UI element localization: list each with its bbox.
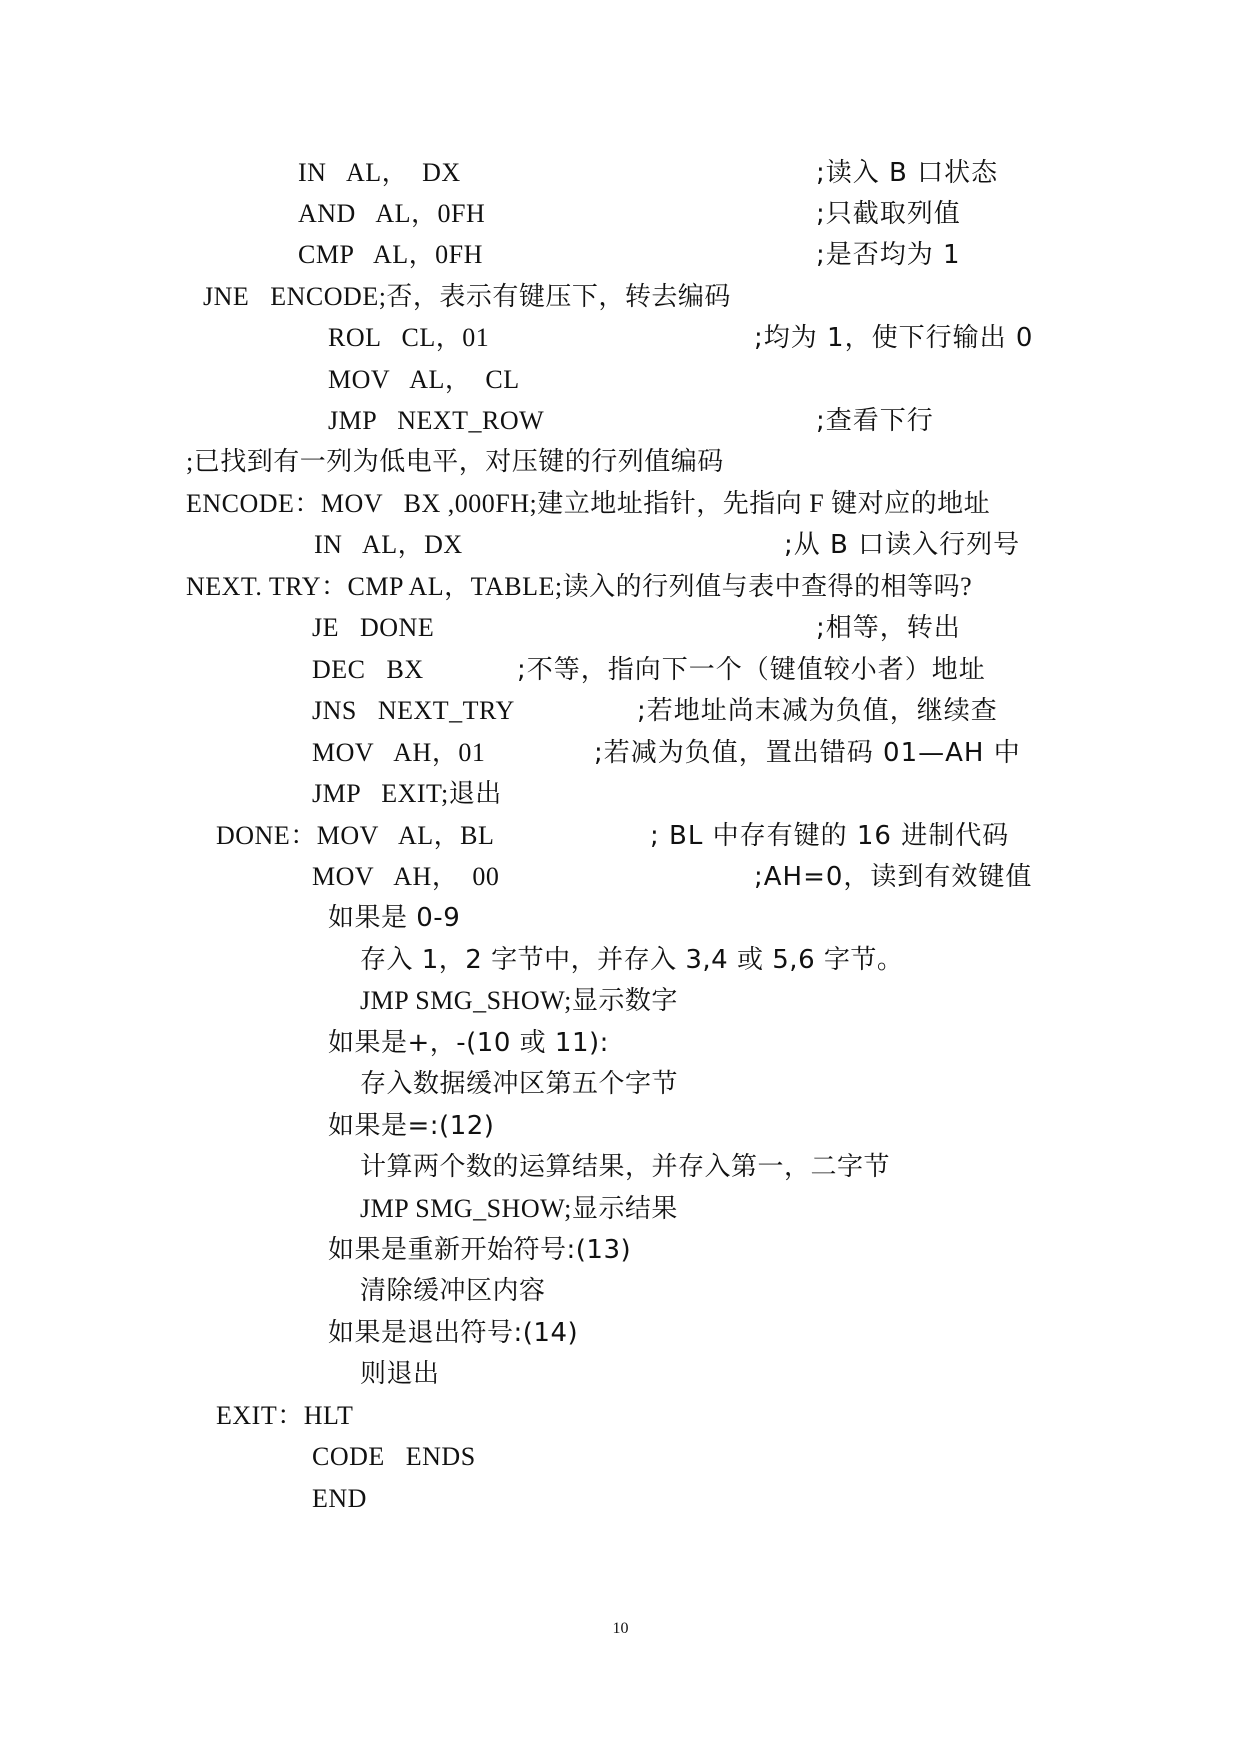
page-number: 10	[612, 1620, 629, 1637]
code-comment: ;查看下行	[816, 406, 934, 436]
code-line: MOV AL， CL	[328, 365, 520, 394]
code-line: EXIT：HLT	[216, 1401, 354, 1430]
code-comment: ;若地址尚末减为负值，继续查	[637, 696, 998, 726]
code-line: CMP AL，0FH	[298, 240, 483, 269]
code-comment: ;相等，转出	[816, 613, 961, 643]
code-line: NEXT. TRY：CMP AL，TABLE;读入的行列值与表中查得的相等吗?	[186, 572, 973, 601]
code-comment: ;从 B 口读入行列号	[784, 530, 1021, 560]
code-comment: ;若减为负值，置出错码 01—AH 中	[594, 738, 1021, 768]
code-comment: ; BL 中存有键的 16 进制代码	[650, 821, 1010, 851]
pseudo-line: 如果是退出符号:(14)	[328, 1318, 579, 1348]
code-line: ;已找到有一列为低电平，对压键的行列值编码	[186, 447, 724, 476]
pseudo-line: 存入数据缓冲区第五个字节	[360, 1069, 679, 1099]
pseudo-line: 如果是+，-(10 或 11):	[328, 1028, 609, 1058]
pseudo-line: 如果是 0-9	[328, 903, 461, 933]
code-line: IN AL， DX	[298, 158, 461, 187]
pseudo-line: 如果是=:(12)	[328, 1111, 495, 1141]
code-comment: ;均为 1，使下行输出 0	[754, 323, 1034, 353]
pseudo-line: 如果是重新开始符号:(13)	[328, 1235, 632, 1265]
code-line: IN AL，DX	[314, 530, 463, 559]
pseudo-line: 则退出	[360, 1359, 440, 1389]
code-comment: ;AH=0，读到有效键值	[754, 862, 1033, 892]
pseudo-line: 计算两个数的运算结果，并存入第一，二字节	[360, 1152, 891, 1182]
code-line: ROL CL，01	[328, 323, 490, 352]
code-line: JNE ENCODE;否，表示有键压下，转去编码	[203, 282, 731, 311]
code-line: JNS NEXT_TRY	[312, 696, 515, 725]
code-comment: ;不等，指向下一个（键值较小者）地址	[517, 655, 986, 685]
code-line: DONE：MOV AL，BL	[216, 821, 495, 850]
code-comment: ;读入 B 口状态	[816, 158, 999, 188]
code-line: ENCODE：MOV BX ,000FH;建立地址指针，先指向 F 键对应的地址	[186, 489, 991, 518]
code-line: DEC BX	[312, 655, 424, 684]
pseudo-line: 存入 1，2 字节中，并存入 3,4 或 5,6 字节。	[360, 945, 904, 975]
code-line: MOV AH，01	[312, 738, 486, 767]
code-line: JMP NEXT_ROW	[328, 406, 545, 435]
code-line: JMP SMG_SHOW;显示数字	[360, 986, 678, 1015]
code-line: MOV AH， 00	[312, 862, 500, 891]
code-comment: ;只截取列值	[816, 199, 961, 229]
code-line: JMP EXIT;退出	[312, 779, 502, 808]
code-line: END	[312, 1484, 367, 1513]
code-comment: ;是否均为 1	[816, 240, 961, 270]
code-line: JMP SMG_SHOW;显示结果	[360, 1194, 678, 1223]
pseudo-line: 清除缓冲区内容	[360, 1276, 546, 1306]
code-line: JE DONE	[312, 613, 435, 642]
code-line: CODE ENDS	[312, 1442, 476, 1471]
code-line: AND AL，0FH	[298, 199, 486, 228]
